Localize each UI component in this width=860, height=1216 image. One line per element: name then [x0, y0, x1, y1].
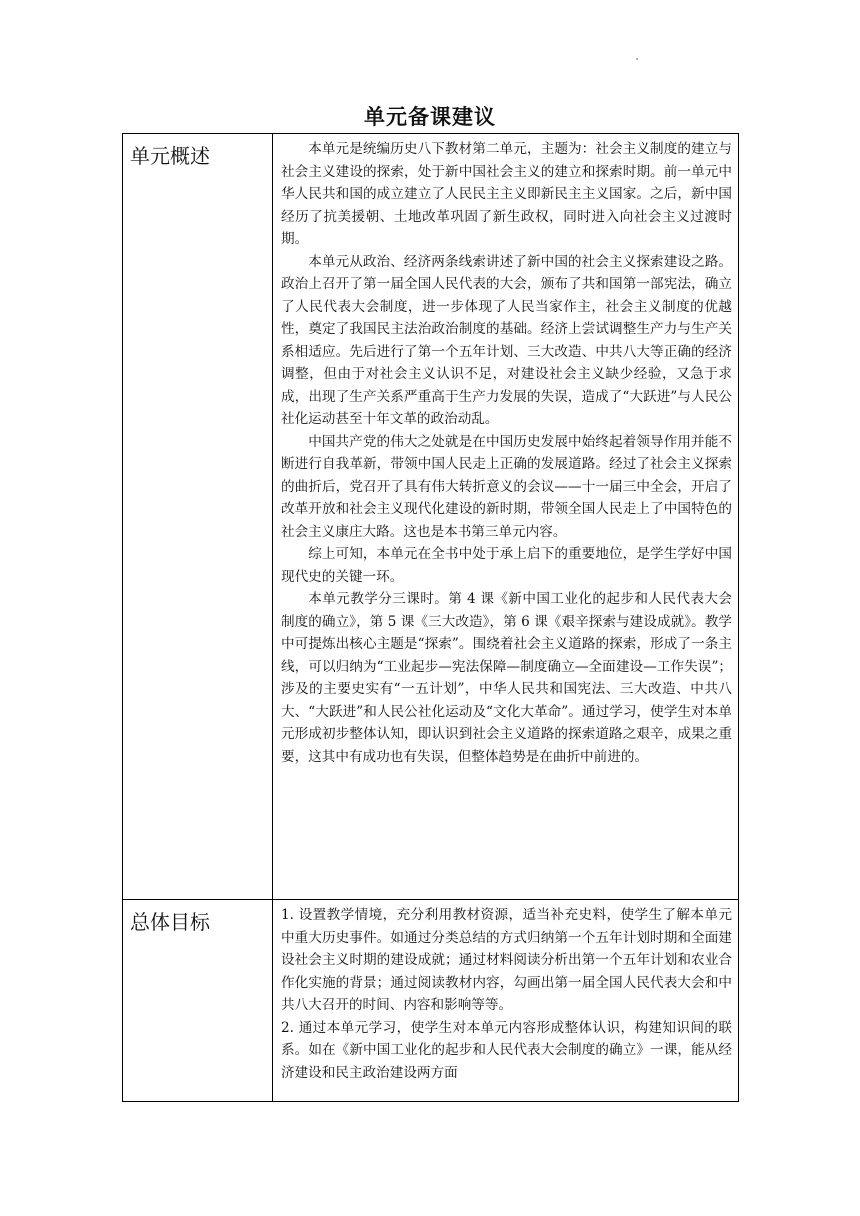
- page-title: 单元备课建议: [364, 105, 496, 129]
- overview-paragraph-3: 中国共产党的伟大之处就是在中国历史发展中始终起着领导作用并能不断进行自我革新，带领中国人民走上正确的发展道路。经过了社会主义探索的曲折后，党召开了具有伟大转折意义的会议——十一届三中全会，开启了改革开放和社会主义现代化建设的新时期，带领全国人民走上了中国特色的社会主义康庄大路。这也是本书第三单元内容。: [281, 433, 732, 540]
- overview-paragraph-5: 本单元教学分三课时。第 4 课《新中国工业化的起步和人民代表大会制度的确立》，第 5 课《三大改造》，第 6 课《艰辛探索与建设成就》。教学中可提炼出核心主题是“探索”。围绕着社会主义道路的探索，形成了一条主线，可以归纳为“工业起步—宪法保障—制度确立—全面建设—工作失误”；涉及的主要史实有“一五计划”，中华人民共和国宪法、三大改造、中共八大、“大跃进”和人民公社化运动及“文化大革命”。通过学习，使学生对本单元形成初步整体认知，即认识到社会主义道路的探索道路之艰辛，成果之重要，这其中有成功也有失误，但整体趋势是在曲折中前进的。: [281, 591, 732, 765]
- overview-paragraph-1: 本单元是统编历史八下教材第二单元，主题为：社会主义制度的建立与社会主义建设的探索，处于新中国社会主义的建立和探索时期。前一单元中华人民共和国的成立建立了人民民主主义即新民主主义国家。之后，新中国经历了抗美援朝、土地改革巩固了新生政权，同时进入向社会主义过渡时期。: [281, 141, 732, 247]
- page-dot-mark: [636, 58, 638, 60]
- row-label-goals: 总体目标: [123, 900, 273, 1101]
- goals-paragraph-2: 2. 通过本单元学习，使学生对本单元内容形成整体认识，构建知识间的联系。如在《新中国工业化的起步和人民代表大会制度的确立》一课，能从经济建设和民主政治建设两方面: [281, 1019, 732, 1081]
- row-label-overview: 单元概述: [123, 134, 273, 899]
- goals-paragraph-1: 1. 设置教学情境，充分利用教材资源，适当补充史料，使学生了解本单元中重大历史事件。如通过分类总结的方式归纳第一个五年计划时期和全面建设社会主义时期的建设成就；通过材料阅读分析出第一个五年计划和农业合作化实施的背景；通过阅读教材内容，勾画出第一届全国人民代表大会和中共八大召开的时间、内容和影响等等。: [281, 907, 732, 1013]
- row-content-goals: [273, 900, 738, 1101]
- row-content-overview: [273, 134, 738, 899]
- overview-paragraph-2: 本单元从政治、经济两条线索讲述了新中国的社会主义探索建设之路。政治上召开了第一届全国人民代表的大会，颁布了共和国第一部宪法，确立了人民代表大会制度，进一步体现了人民当家作主，社会主义制度的优越性，奠定了我国民主法治政治制度的基础。经济上尝试调整生产力与生产关系相适应。先后进行了第一个五年计划、三大改造、中共八大等正确的经济调整，但由于对社会主义认识不足，对建设社会主义缺少经验，又急于求成，出现了生产关系严重高于生产力发展的失误，造成了“大跃进”与人民公社化运动甚至十年文革的政治动乱。: [281, 253, 732, 427]
- table-row-overview: [122, 133, 739, 900]
- overview-paragraph-4: 综上可知，本单元在全书中处于承上启下的重要地位，是学生学好中国现代史的关键一环。: [281, 546, 732, 585]
- table-row-goals: [122, 899, 739, 1102]
